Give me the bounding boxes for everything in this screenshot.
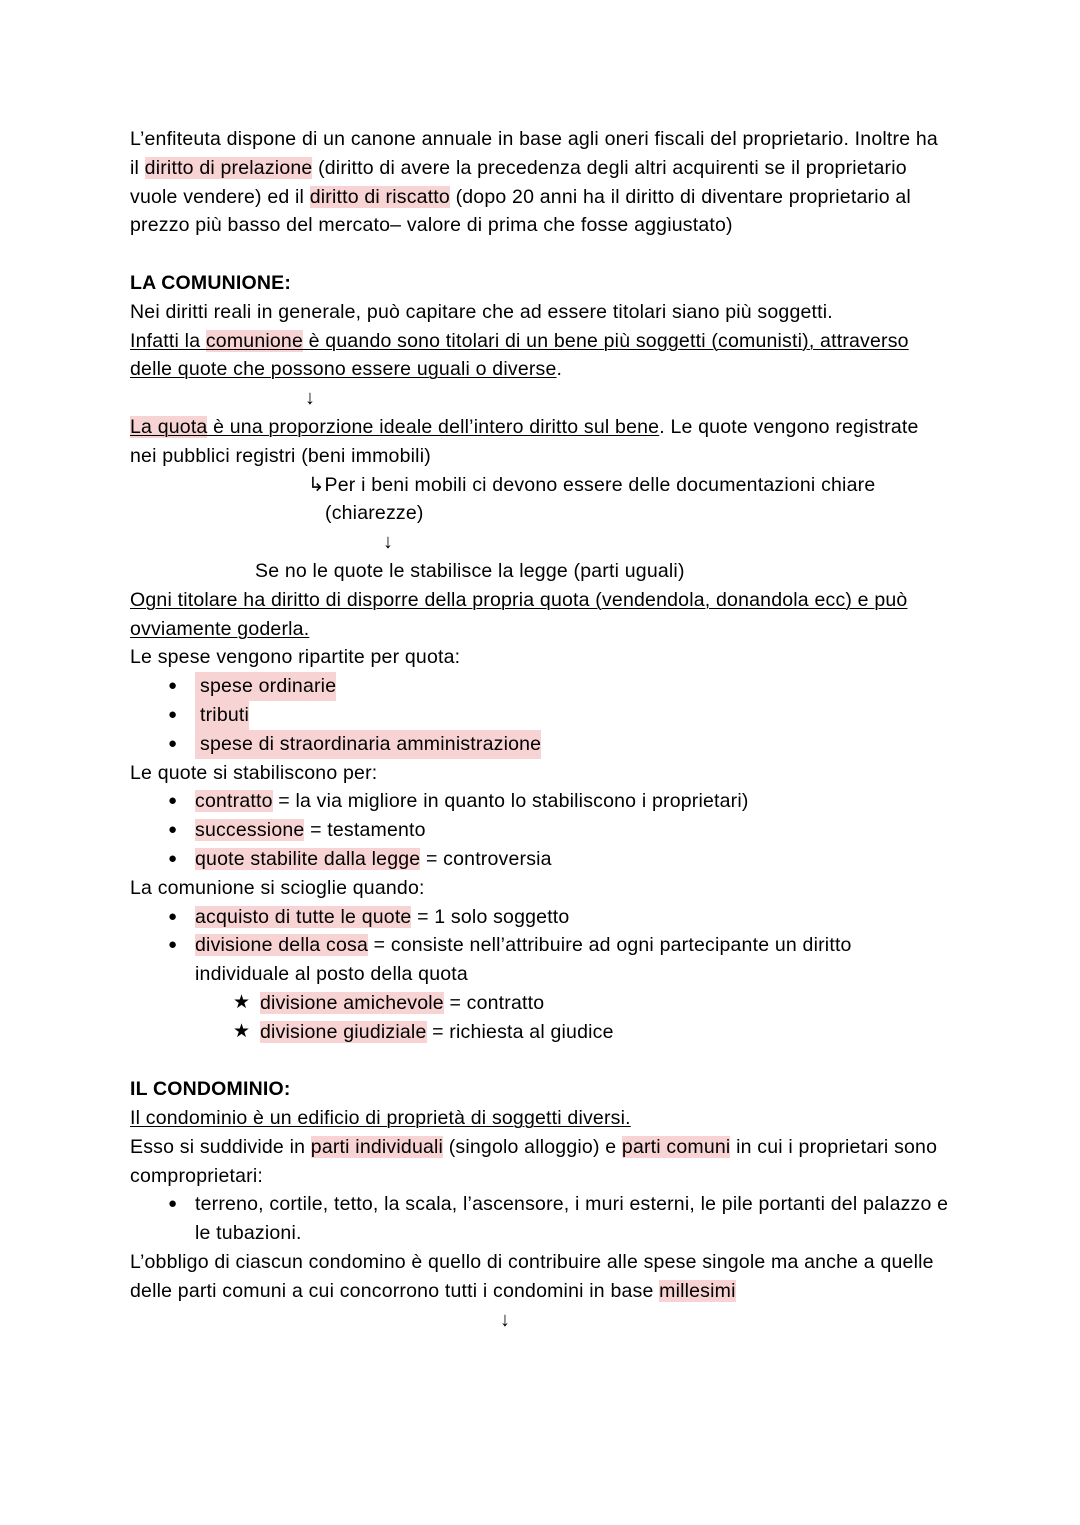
comunione-def-text-2: è quando sono titolari di un bene più soggetti (comunisti), attraverso delle quote che possono essere uguali o diverse — [130, 329, 909, 381]
paragraph-disporre-quota: Ogni titolare ha diritto di disporre della propria quota (vendendola, donandola ecc) e può ovviamente goderla. — [130, 588, 908, 640]
paragraph-se-no-quote — [130, 557, 950, 586]
bullet-icon: ● — [168, 792, 178, 810]
bullet-icon: ● — [168, 907, 178, 925]
list-item — [130, 931, 950, 989]
list-item-rest: = controversia — [420, 847, 552, 870]
list-item — [130, 816, 950, 845]
paragraph-condominio-suddivide — [130, 1133, 950, 1191]
highlight-la-quota: La quota — [130, 415, 208, 438]
quota-def-text-1: è una proporzione ideale dell’intero diritto sul bene — [207, 415, 660, 438]
bullet-icon: ● — [168, 705, 178, 723]
suddivide-text-1: Esso si suddivide in — [130, 1135, 311, 1158]
bullet-icon: ● — [168, 936, 178, 954]
star-icon: ★ — [233, 991, 251, 1013]
highlight-diritto-riscatto: diritto di riscatto — [309, 185, 450, 208]
list-item — [130, 845, 950, 874]
bullet-icon: ● — [168, 821, 178, 839]
arrow-down-icon: ↓ — [383, 531, 394, 554]
arrow-curve-right-icon: ↳ — [308, 473, 325, 496]
spese-row-highlight — [168, 730, 542, 759]
enfiteuta-text-2: (diritto di avere la precedenza degli altri acquirenti se il proprietario vuole vendere) ed il — [130, 156, 907, 208]
list-item — [130, 787, 950, 816]
list-quote-stabiliscono — [130, 787, 950, 873]
paragraph-quote-intro: Le quote si stabiliscono per: — [130, 761, 378, 784]
heading-il-condominio: IL CONDOMINIO: — [130, 1078, 291, 1101]
list-item — [130, 1018, 950, 1047]
paragraph-scioglie-intro: La comunione si scioglie quando: — [130, 876, 425, 899]
list-item-rest: = consiste nell’attribuire ad ogni partecipante un diritto individuale al posto della quota — [195, 934, 852, 986]
paragraph-comunione-definizione — [130, 327, 950, 385]
document-body — [130, 125, 950, 1334]
paragraph-obbligo-condomino — [130, 1248, 950, 1306]
heading-la-comunione: LA COMUNIONE: — [130, 271, 292, 294]
suddivide-text-2: (singolo alloggio) e — [443, 1135, 622, 1158]
list-item-rest: = 1 solo soggetto — [411, 905, 570, 928]
list-item-label: spese ordinarie — [200, 675, 337, 698]
star-icon: ★ — [233, 1020, 251, 1042]
comunione-def-text-1: Infatti la — [130, 329, 206, 352]
beni-mobili-text: Per i beni mobili ci devono essere delle documentazioni chiare — [324, 473, 876, 496]
highlight-acquisto-quote: acquisto di tutte le quote — [195, 905, 412, 928]
paragraph-condominio-definizione: Il condominio è un edificio di proprietà di soggetti diversi. — [130, 1107, 631, 1130]
bullet-icon: ● — [168, 734, 178, 752]
highlight-parti-individuali: parti individuali — [310, 1135, 444, 1158]
enfiteuta-text-3: (dopo 20 anni ha il diritto di diventare proprietario al prezzo più basso del mercato– valore di prima che fosse aggiustato) — [130, 185, 911, 237]
paragraph-quota-definizione — [130, 413, 950, 471]
beni-mobili-line-2: (chiarezze) — [325, 502, 424, 525]
highlight-divisione-amichevole: divisione amichevole — [260, 991, 444, 1014]
highlight-diritto-prelazione: diritto di prelazione — [144, 156, 313, 179]
list-item — [130, 672, 950, 701]
highlight-millesimi: millesimi — [659, 1279, 736, 1302]
list-item-label: spese di straordinaria amministrazione — [200, 732, 542, 755]
paragraph-enfiteuta — [130, 125, 950, 240]
highlight-parti-comuni: parti comuni — [621, 1135, 731, 1158]
paragraph-spese-intro: Le spese vengono ripartite per quota: — [130, 646, 461, 669]
list-spese — [130, 672, 950, 758]
list-item — [130, 903, 950, 932]
list-item-rest: = richiesta al giudice — [426, 1020, 614, 1043]
highlight-quote-stabilite: quote stabilite dalla legge — [195, 847, 421, 870]
arrow-down-after-comunione — [130, 384, 950, 413]
beni-mobili-line-1 — [130, 471, 950, 500]
quota-def-text-2: . Le quote vengono registrate nei pubblici registri (beni immobili) — [130, 415, 919, 467]
list-item-rest: = la via migliore in quanto lo stabiliscono i proprietari) — [272, 790, 749, 813]
list-item — [130, 701, 950, 730]
list-item — [130, 730, 950, 759]
se-no-quote-text: Se no le quote le stabilisce la legge (parti uguali) — [255, 559, 685, 582]
arrow-down-icon: ↓ — [305, 387, 316, 410]
list-scioglimento — [130, 903, 950, 989]
highlight-successione: successione — [195, 819, 305, 842]
enfiteuta-text-1: L’enfiteuta dispone di un canone annuale in base agli oneri fiscali del proprietario. Inoltre ha il — [130, 128, 938, 179]
suddivide-text-3: in cui i proprietari sono comproprietari: — [130, 1135, 938, 1187]
list-parti-comuni — [130, 1190, 950, 1248]
spese-row-highlight — [168, 701, 250, 730]
list-divisione-sub — [130, 989, 950, 1047]
list-item-rest: = contratto — [443, 991, 545, 1014]
comunione-def-period: . — [556, 358, 563, 381]
list-item — [130, 1190, 950, 1248]
arrow-down-final — [130, 1306, 950, 1335]
arrow-down-after-beni-mobili — [130, 528, 950, 557]
spacer-1 — [130, 240, 950, 269]
paragraph-comunione-intro: Nei diritti reali in generale, può capitare che ad essere titolari siano più soggetti. — [130, 300, 833, 323]
obbligo-text-1: L’obbligo di ciascun condomino è quello di contribuire alle spese singole ma anche a quelle delle parti comuni a cui concorrono tutti i condomini in base — [130, 1251, 934, 1302]
list-item-rest: = testamento — [304, 819, 426, 842]
highlight-divisione-cosa: divisione della cosa — [195, 934, 369, 957]
spese-row-highlight — [168, 672, 337, 701]
paragraph-beni-mobili — [130, 471, 950, 529]
highlight-comunione: comunione — [205, 329, 304, 352]
list-item — [130, 989, 950, 1018]
bullet-icon: ● — [168, 677, 178, 695]
list-item-label: terreno, cortile, tetto, la scala, l’ascensore, i muri esterni, le pile portanti del palazzo e le tubazioni. — [195, 1193, 949, 1245]
bullet-icon: ● — [168, 849, 178, 867]
highlight-contratto: contratto — [195, 790, 273, 813]
bullet-icon: ● — [168, 1195, 178, 1213]
spacer-2 — [130, 1047, 950, 1076]
highlight-divisione-giudiziale: divisione giudiziale — [260, 1020, 427, 1043]
list-item-label: tributi — [200, 703, 250, 726]
arrow-down-icon: ↓ — [500, 1308, 511, 1331]
